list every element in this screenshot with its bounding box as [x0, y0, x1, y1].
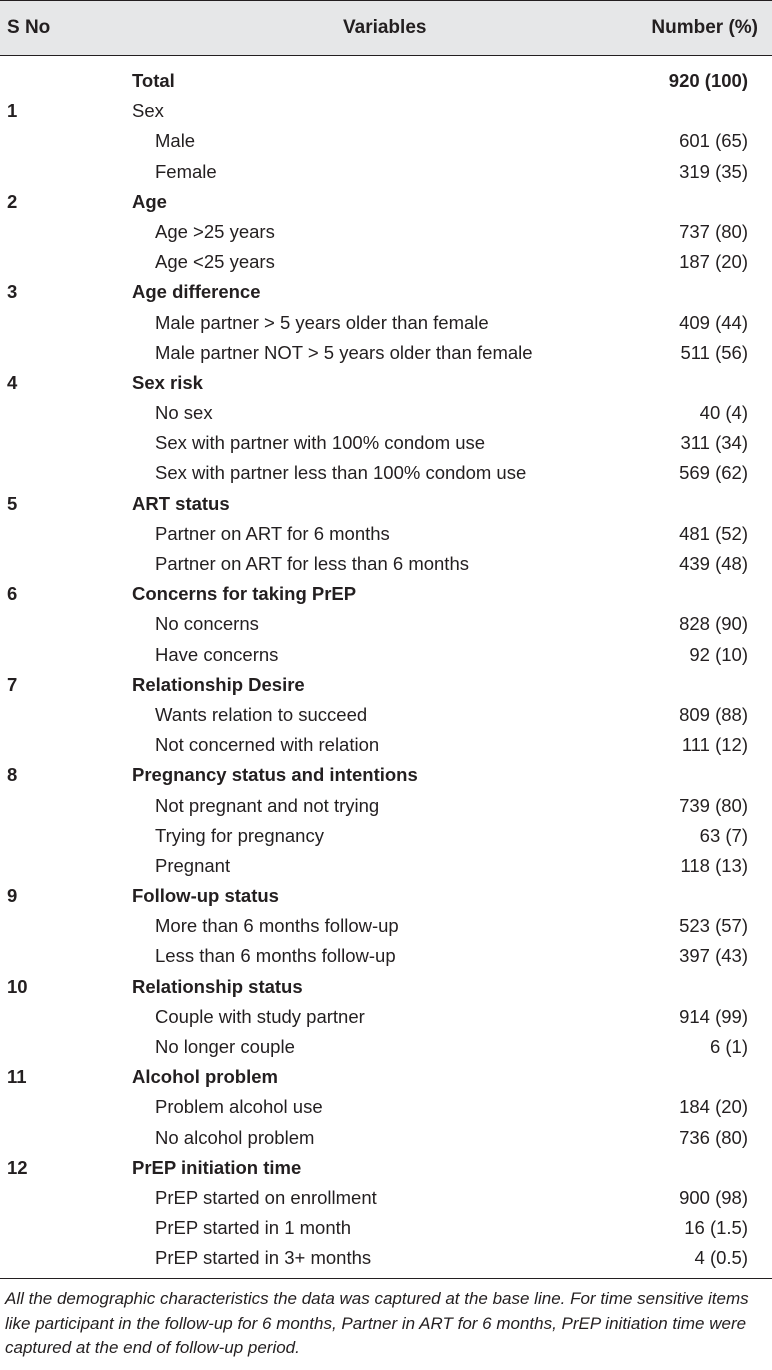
- row-sno: 1: [7, 100, 18, 122]
- row-sno: 6: [7, 583, 18, 605]
- table-row: [0, 973, 772, 1003]
- row-value: 6 (1): [709, 1036, 748, 1057]
- row-label: No concerns: [155, 613, 259, 635]
- table-row: [0, 399, 772, 429]
- row-value: 92 (10): [689, 643, 748, 665]
- row-sno: 9: [7, 885, 18, 907]
- table-footnote: All the demographic characteristics the data was captured at the base line. For time sensitive items like participant in the follow-up for 6 months, Partner in ART for 6 months, PrEP initiation time were captured at the end of follow-up period.: [5, 1289, 749, 1357]
- row-sno: 7: [7, 673, 18, 695]
- table-row: [0, 580, 772, 610]
- row-sno: 2: [7, 190, 18, 212]
- row-value: 739 (80): [679, 794, 748, 816]
- row-value: 111 (12): [681, 734, 748, 756]
- row-label: Age <25 years: [155, 251, 275, 273]
- header-variables: Variables: [343, 17, 427, 38]
- table-row: [0, 248, 772, 278]
- row-value: 523 (57): [679, 915, 748, 937]
- row-label: ART status: [132, 492, 230, 514]
- row-value: 397 (43): [679, 945, 748, 967]
- row-label: No sex: [155, 402, 213, 424]
- table-row: [0, 459, 772, 489]
- row-value: 4 (0.5): [694, 1247, 748, 1269]
- row-sno: 10: [7, 975, 28, 997]
- row-label: Male partner > 5 years older than female: [155, 311, 489, 333]
- row-value: 319 (35): [679, 160, 748, 182]
- row-value: 63 (7): [699, 824, 748, 846]
- table-row: [0, 278, 772, 308]
- row-label: Partner on ART for less than 6 months: [155, 553, 469, 574]
- table-row: [0, 822, 772, 852]
- row-label: Trying for pregnancy: [155, 824, 324, 846]
- table-row: [0, 731, 772, 761]
- row-value: 118 (13): [680, 854, 748, 876]
- row-sno: 11: [7, 1066, 27, 1088]
- row-value: 481 (52): [679, 522, 748, 544]
- table-row: [0, 520, 772, 550]
- table-row: [0, 158, 772, 188]
- table-row: [0, 550, 772, 580]
- row-value: 920 (100): [668, 70, 748, 91]
- row-label: PrEP started in 3+ months: [155, 1247, 372, 1269]
- row-sno: 12: [7, 1156, 28, 1178]
- header-sno: S No: [7, 17, 51, 38]
- row-sno: 8: [7, 764, 18, 786]
- table-row: [0, 1184, 772, 1214]
- row-label: Relationship Desire: [132, 673, 305, 695]
- table-row: [0, 1124, 772, 1154]
- table-row: [0, 1214, 772, 1244]
- row-value: 809 (88): [679, 703, 748, 725]
- row-label: Problem alcohol use: [155, 1096, 323, 1118]
- table-row: [0, 1033, 772, 1063]
- table-row: [0, 1093, 772, 1123]
- row-label: No longer couple: [155, 1036, 295, 1057]
- row-label: Total: [132, 70, 175, 91]
- row-label: Pregnant: [155, 854, 231, 876]
- row-label: Less than 6 months follow-up: [155, 945, 396, 967]
- row-value: 511 (56): [680, 341, 748, 363]
- row-value: 16 (1.5): [684, 1217, 748, 1239]
- row-value: 439 (48): [679, 553, 748, 574]
- row-label: Alcohol problem: [132, 1066, 278, 1088]
- table-row: [0, 490, 772, 520]
- row-label: Relationship status: [132, 975, 303, 997]
- table-body: [0, 67, 772, 1275]
- table-row: [0, 67, 772, 97]
- row-label: PrEP started on enrollment: [155, 1186, 377, 1208]
- table-row: [0, 188, 772, 218]
- table-header: [0, 0, 772, 56]
- table-row: [0, 429, 772, 459]
- row-label: Not concerned with relation: [155, 734, 380, 756]
- row-value: 569 (62): [679, 462, 748, 484]
- row-label: Age: [132, 190, 167, 212]
- row-value: 40 (4): [699, 402, 748, 424]
- table-row: [0, 369, 772, 399]
- row-label: Sex: [132, 100, 164, 122]
- row-label: Male: [155, 130, 196, 152]
- row-label: More than 6 months follow-up: [155, 915, 399, 937]
- table-row: [0, 339, 772, 369]
- row-value: 828 (90): [679, 613, 748, 635]
- table-row: [0, 218, 772, 248]
- row-label: No alcohol problem: [155, 1126, 315, 1148]
- table-row: [0, 761, 772, 791]
- row-label: Age difference: [132, 281, 261, 303]
- row-label: Have concerns: [155, 643, 279, 665]
- row-label: Pregnancy status and intentions: [132, 764, 418, 786]
- row-label: Sex with partner less than 100% condom use: [155, 462, 527, 484]
- row-label: Concerns for taking PrEP: [132, 583, 357, 605]
- row-value: 409 (44): [679, 311, 748, 333]
- row-label: Wants relation to succeed: [155, 703, 368, 725]
- table-row: [0, 1154, 772, 1184]
- row-label: Sex risk: [132, 371, 203, 393]
- row-sno: 4: [7, 371, 18, 393]
- table-row: [0, 97, 772, 127]
- row-label: Follow-up status: [132, 885, 279, 907]
- table-row: [0, 1244, 772, 1274]
- row-label: PrEP initiation time: [132, 1156, 302, 1178]
- row-label: PrEP started in 1 month: [155, 1217, 352, 1239]
- row-sno: 5: [7, 492, 18, 514]
- row-value: 914 (99): [679, 1005, 748, 1027]
- row-label: Not pregnant and not trying: [155, 794, 380, 816]
- row-value: 737 (80): [679, 220, 748, 242]
- table-row: [0, 641, 772, 671]
- row-value: 736 (80): [679, 1126, 748, 1148]
- row-label: Partner on ART for 6 months: [155, 522, 390, 544]
- table-row: [0, 309, 772, 339]
- table-row: [0, 852, 772, 882]
- row-value: 184 (20): [679, 1096, 748, 1118]
- row-value: 601 (65): [679, 130, 748, 152]
- row-label: Female: [155, 160, 217, 182]
- table-row: [0, 1003, 772, 1033]
- row-value: 311 (34): [680, 432, 748, 454]
- table-row: [0, 1063, 772, 1093]
- row-label: Male partner NOT > 5 years older than female: [155, 341, 533, 363]
- row-label: Age >25 years: [155, 220, 275, 242]
- row-label: Couple with study partner: [155, 1005, 365, 1027]
- table-row: [0, 912, 772, 942]
- table-row: [0, 792, 772, 822]
- table-row: [0, 610, 772, 640]
- row-value: 900 (98): [679, 1186, 748, 1208]
- header-number: Number (%): [651, 17, 758, 38]
- row-sno: 3: [7, 281, 18, 303]
- table-row: [0, 701, 772, 731]
- table-row: [0, 942, 772, 972]
- row-label: Sex with partner with 100% condom use: [155, 432, 486, 454]
- table-bottom-rule: [0, 1278, 772, 1279]
- table-row: [0, 671, 772, 701]
- table-row: [0, 127, 772, 157]
- row-value: 187 (20): [679, 251, 748, 273]
- table-row: [0, 882, 772, 912]
